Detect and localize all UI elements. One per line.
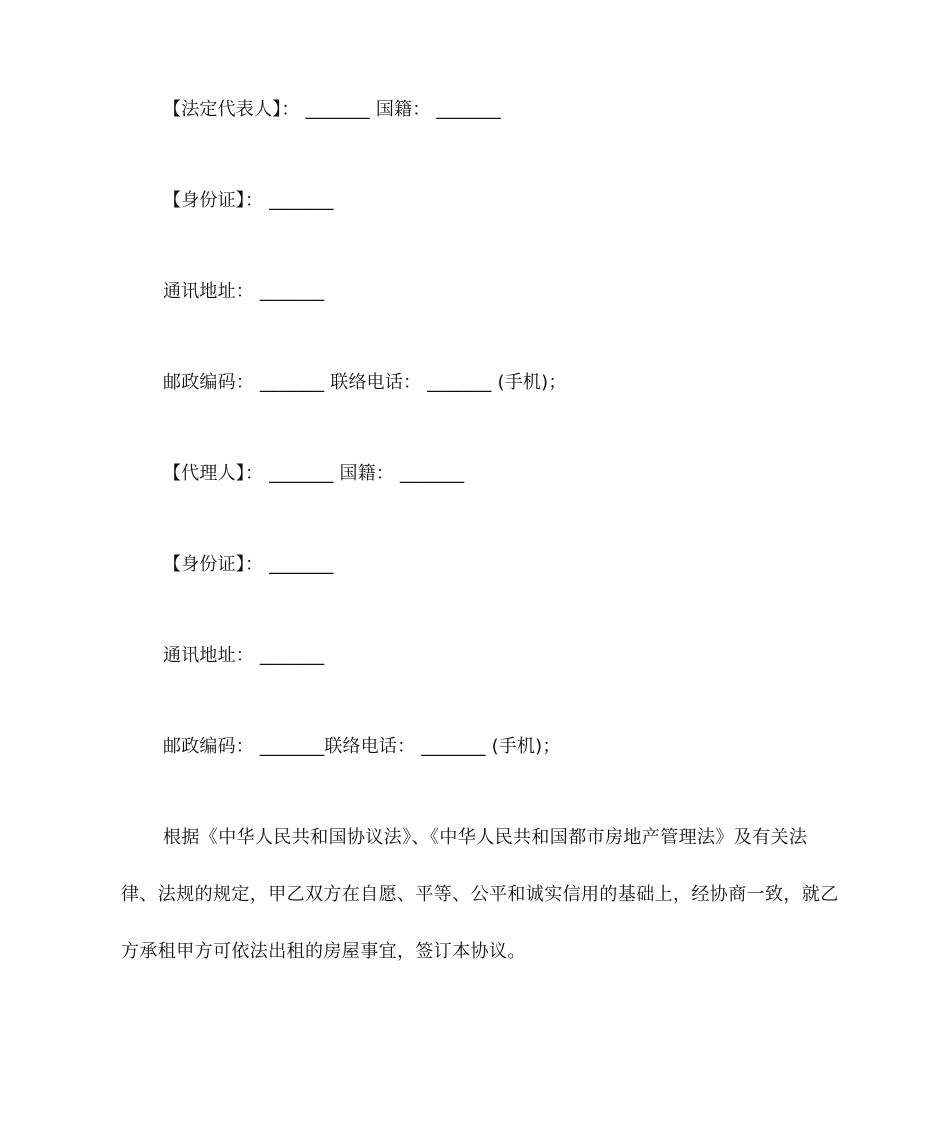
preamble-line: 根据《中华人民共和国协议法》、《中华人民共和国都市房地产管理法》及有关法 <box>163 827 808 848</box>
agent-mailing-address-line: 通讯地址： _______ <box>163 645 325 666</box>
postcode-phone-line: 邮政编码： _______ 联络电话： _______ (手机)； <box>163 372 567 393</box>
preamble-line: 方承租甲方可依法出租的房屋事宜，签订本协议。 <box>121 941 526 962</box>
agent-postcode-phone-line: 邮政编码： _______联络电话： _______ (手机)； <box>163 736 561 757</box>
id-card-line: 【身份证】： _______ <box>163 190 334 211</box>
legal-representative-line: 【法定代表人】： _______ 国籍： _______ <box>163 99 501 120</box>
agent-id-card-line: 【身份证】： _______ <box>163 554 334 575</box>
preamble-paragraph <box>121 826 839 966</box>
preamble-line: 律、法规的规定，甲乙双方在自愿、平等、公平和诚实信用的基础上，经协商一致，就乙 <box>121 884 839 905</box>
mailing-address-line: 通讯地址： _______ <box>163 281 325 302</box>
agent-line: 【代理人】： _______ 国籍： _______ <box>163 463 465 484</box>
